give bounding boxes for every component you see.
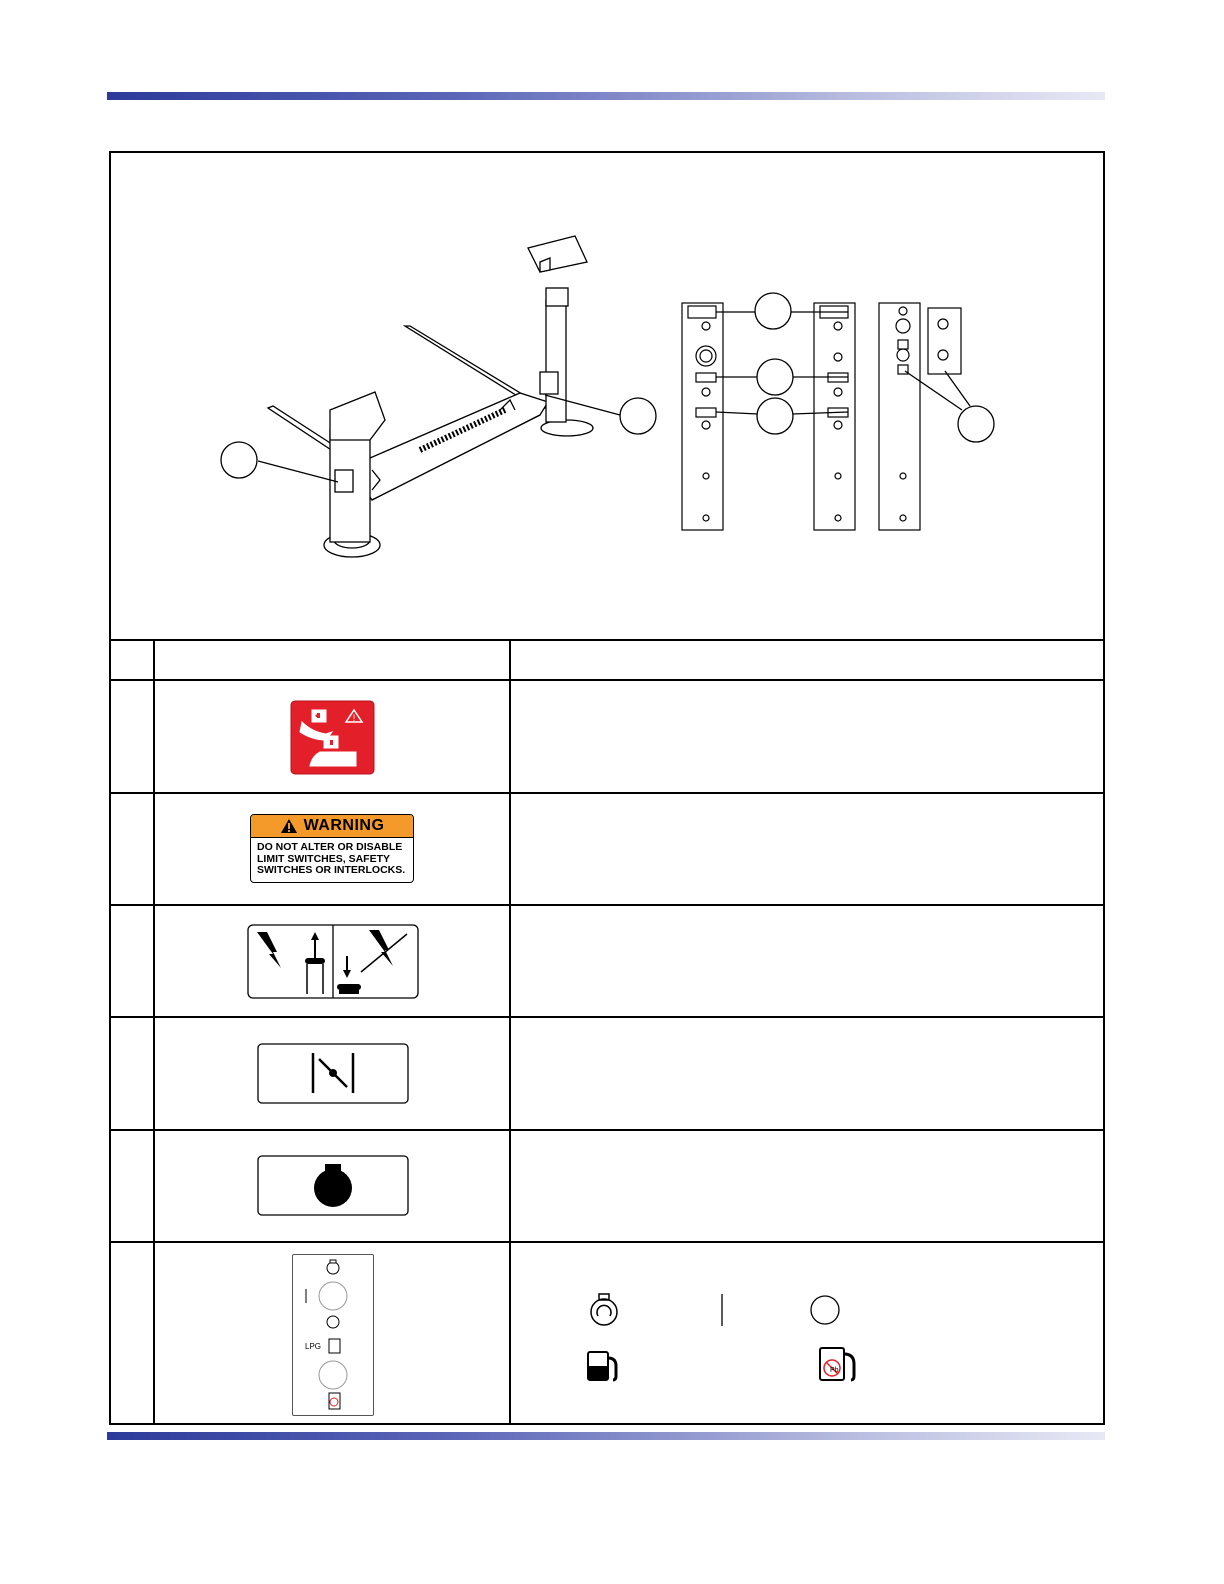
callout-circle — [757, 359, 793, 395]
engine-start-symbol — [591, 1294, 617, 1325]
row-divider — [109, 904, 1105, 906]
row-divider — [109, 1129, 1105, 1131]
row-divider — [109, 1241, 1105, 1243]
footer-bar — [107, 1432, 1105, 1440]
row-divider — [109, 792, 1105, 794]
warning-line: DO NOT ALTER OR DISABLE — [257, 841, 403, 853]
column-divider — [153, 640, 155, 1425]
symbol-legend — [580, 1288, 880, 1398]
engine-start-icon — [257, 1155, 409, 1217]
callout-circle — [620, 398, 656, 434]
fuel-pump-icon — [588, 1352, 616, 1380]
lpg-label: LPG — [305, 1342, 322, 1351]
table-header-top — [109, 639, 1105, 641]
warning-title: WARNING — [303, 817, 385, 834]
callout-circle — [958, 406, 994, 442]
callout-circle — [755, 293, 791, 329]
off-symbol — [811, 1296, 839, 1324]
pothole-tip-icon — [247, 924, 419, 1000]
crush-hazard-icon — [290, 700, 375, 775]
header-bar — [107, 92, 1105, 100]
callout-circle — [221, 442, 257, 478]
control-panel-decal — [292, 1254, 374, 1416]
no-lead-fuel-icon — [820, 1348, 854, 1380]
table-header-bottom — [109, 679, 1105, 681]
choke-icon — [257, 1043, 409, 1105]
column-divider — [509, 640, 511, 1425]
row-divider — [109, 1016, 1105, 1018]
warning-triangle-icon — [280, 818, 298, 834]
machine-illustration — [110, 152, 1104, 640]
svg-text:Pb: Pb — [830, 1367, 839, 1374]
svg-text:!: ! — [352, 713, 356, 723]
warning-decal — [250, 814, 414, 883]
warning-line: LIMIT SWITCHES, SAFETY — [257, 852, 390, 865]
warning-line: SWITCHES OR INTERLOCKS. — [257, 864, 406, 876]
callout-circle — [757, 398, 793, 434]
